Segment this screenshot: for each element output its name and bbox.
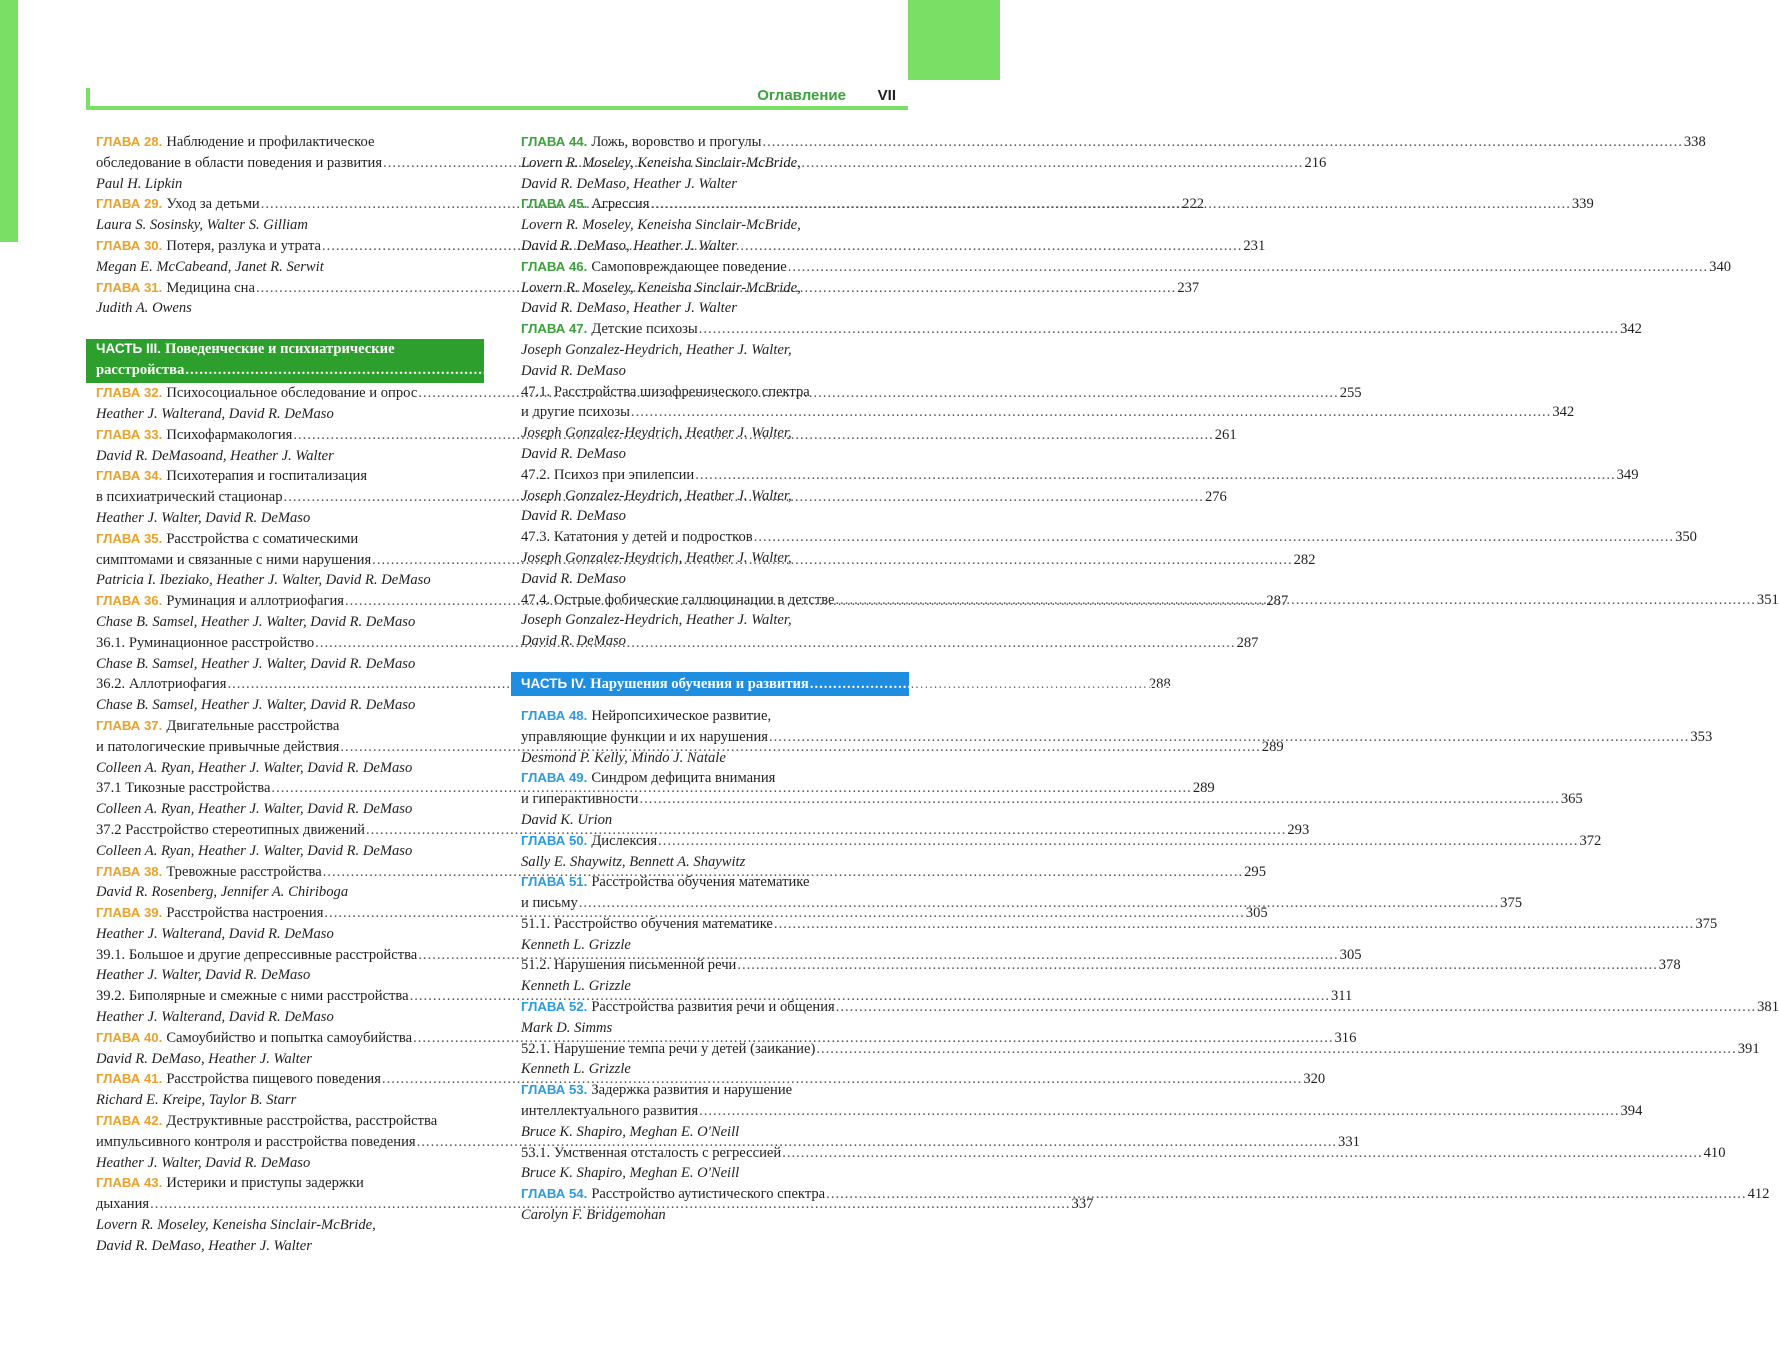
toc-chapter-entry xyxy=(96,1173,474,1194)
entry-text: Задержка развития и нарушение xyxy=(591,1082,793,1099)
entry-text: 37.1 Тикозные расстройства xyxy=(96,780,271,797)
page-ref: 350 xyxy=(1675,529,1697,546)
entry-title xyxy=(96,1194,149,1215)
page-ref: 305 xyxy=(1245,905,1268,922)
entry-authors: Heather J. Walterand, David R. DeMaso xyxy=(96,1009,334,1026)
entry-title xyxy=(521,402,630,423)
page-ref: 349 xyxy=(1616,466,1639,483)
page-ref: 372 xyxy=(1579,832,1602,849)
entry-authors: David R. DeMaso xyxy=(521,570,626,587)
toc-entry xyxy=(521,382,899,403)
entry-text: Детские психозы xyxy=(591,321,698,338)
entry-title xyxy=(521,1101,698,1122)
spacer xyxy=(521,696,899,706)
page-ref: 316 xyxy=(1334,1029,1357,1046)
entry-text: Наблюдение и профилактическое xyxy=(166,134,375,150)
entry-text: 51.2. Нарушения письменной речи xyxy=(521,957,737,974)
entry-text: Нейропсихическое развитие, xyxy=(591,707,772,724)
entry-authors: Richard E. Kreipe, Taylor B. Starr xyxy=(96,1092,297,1109)
entry-text: и другие психозы xyxy=(521,404,630,421)
entry-authors: David R. Rosenberg, Jennifer A. Chiriboga xyxy=(96,884,349,901)
entry-text: 36.1. Руминационное расстройство xyxy=(96,634,315,651)
page-ref: 378 xyxy=(1658,957,1681,974)
entry-authors: Laura S. Sosinsky, Walter S. Gilliam xyxy=(96,217,308,234)
chapter-label: ГЛАВА 51. xyxy=(521,874,588,890)
entry-authors: Colleen A. Ryan, Heather J. Walter, David R. DeMaso xyxy=(96,842,413,859)
entry-text: Уход за детьми xyxy=(166,196,260,213)
entry-title xyxy=(96,862,322,883)
entry-title xyxy=(521,872,809,893)
entry-authors: Lovern R. Moseley, Keneisha Sinclair-McBride, xyxy=(521,279,801,296)
entry-title xyxy=(96,778,270,799)
entry-text: Потеря, разлука и утрата xyxy=(166,237,321,254)
toc-entry[interactable] xyxy=(521,1143,1726,1164)
page-ref: 222 xyxy=(1182,196,1205,213)
chapter-label: ГЛАВА 42. xyxy=(96,1113,163,1129)
dot-leader xyxy=(781,1143,1703,1164)
chapter-label: ГЛАВА 53. xyxy=(521,1082,588,1098)
page-ref: 331 xyxy=(1338,1133,1360,1150)
entry-title xyxy=(96,1069,381,1090)
dot-leader xyxy=(768,727,1690,748)
entry-text: 47.3. Кататония у детей и подростков xyxy=(521,529,753,546)
page-ref: 255 xyxy=(1339,385,1362,402)
toc-entry[interactable] xyxy=(521,402,1575,423)
toc-chapter-entry xyxy=(96,529,474,550)
dot-leader xyxy=(698,319,1620,340)
entry-authors: Heather J. Walter, David R. DeMaso xyxy=(96,1154,311,1171)
dot-leader xyxy=(694,465,1616,486)
toc-chapter-entry xyxy=(521,1080,899,1101)
toc-entry[interactable] xyxy=(521,914,1718,935)
entry-text: Деструктивные расстройства, расстройства xyxy=(166,1113,438,1130)
entry-authors: Heather J. Walter, David R. DeMaso xyxy=(96,967,311,984)
part-label: ЧАСТЬ III. xyxy=(96,341,162,357)
entry-text: Самоповреждающее поведение xyxy=(591,258,787,275)
entry-title xyxy=(521,527,753,548)
entry-authors: Kenneth L. Grizzle xyxy=(521,1061,631,1078)
entry-title xyxy=(96,383,417,404)
entry-authors: David R. DeMaso xyxy=(521,362,626,379)
entry-title xyxy=(96,1111,437,1132)
entry-authors: Heather J. Walterand, David R. DeMaso xyxy=(96,405,334,422)
entry-text: и гиперактивности xyxy=(521,791,639,808)
entry-title xyxy=(521,319,698,340)
entry-text: Расстройства пищевого поведения xyxy=(166,1071,381,1088)
entry-text: Медицина сна xyxy=(166,279,255,296)
entry-title xyxy=(521,465,694,486)
entry-authors: David R. DeMaso, Heather J. Walter xyxy=(96,1237,312,1254)
entry-text: Расстройства развития речи и общения xyxy=(591,999,835,1016)
entry-authors: Lovern R. Moseley, Keneisha Sinclair-McBride, xyxy=(521,154,801,171)
entry-authors: David R. DeMaso, Heather J. Walter xyxy=(96,1050,312,1067)
entry-title xyxy=(96,236,321,257)
chapter-label: ГЛАВА 49. xyxy=(521,770,588,786)
dot-leader xyxy=(578,893,1500,914)
chapter-label: ГЛАВА 38. xyxy=(96,863,163,879)
page-ref: 353 xyxy=(1690,728,1713,745)
entry-text: Истерики и приступы задержки xyxy=(166,1175,364,1192)
page-ref: 353 xyxy=(1731,675,1754,692)
entry-title xyxy=(521,727,768,748)
chapter-label: ГЛАВА 30. xyxy=(96,237,163,253)
entry-title xyxy=(96,1132,416,1153)
entry-title xyxy=(96,737,339,758)
chapter-label: ГЛАВА 31. xyxy=(96,279,163,295)
chapter-label: ГЛАВА 47. xyxy=(521,321,588,337)
page-ref: 276 xyxy=(1204,489,1227,506)
toc-entry[interactable] xyxy=(521,1101,1643,1122)
entry-text: 39.1. Большое и другие депрессивные расстройства xyxy=(96,946,418,963)
entry-authors: Kenneth L. Grizzle xyxy=(521,978,631,995)
entry-authors: Bruce K. Shapiro, Meghan E. O'Neill xyxy=(521,1123,740,1140)
running-header-title: Оглавление xyxy=(757,87,846,104)
entry-title xyxy=(521,768,775,789)
entry-text: дыхания xyxy=(96,1196,150,1213)
page-ref: 282 xyxy=(1293,551,1316,568)
page-ref: 288 xyxy=(1148,676,1171,693)
entry-title xyxy=(521,955,736,976)
chapter-label: ГЛАВА 48. xyxy=(521,707,588,723)
entry-text: 36.2. Аллотриофагия xyxy=(96,676,227,693)
entry-text: симптомами и связанные с ними нарушения xyxy=(96,551,372,568)
part-title xyxy=(96,339,395,360)
entry-text: Расстройства с соматическими xyxy=(166,530,359,547)
page-ref: 320 xyxy=(1303,1071,1326,1088)
entry-text: 39.2. Биполярные и смежные с ними расстройства xyxy=(96,988,409,1005)
page-ref: 394 xyxy=(1620,1103,1643,1120)
dot-leader xyxy=(809,672,1731,696)
entry-authors: Colleen A. Ryan, Heather J. Walter, David R. DeMaso xyxy=(96,759,413,776)
entry-text: Двигательные расстройства xyxy=(166,717,340,734)
entry-authors: Kenneth L. Grizzle xyxy=(521,936,631,953)
page-ref: 305 xyxy=(1339,946,1362,963)
entry-title xyxy=(521,789,638,810)
part-text: расстройства xyxy=(96,361,185,378)
spacer xyxy=(96,319,474,339)
entry-authors: Chase B. Samsel, Heather J. Walter, David R. DeMaso xyxy=(96,697,416,714)
entry-title xyxy=(96,132,374,153)
entry-title xyxy=(96,1173,364,1194)
entry-text: 51.1. Расстройство обучения математике xyxy=(521,915,773,932)
dot-leader xyxy=(638,789,1560,810)
chapter-label: ГЛАВА 36. xyxy=(96,593,163,609)
entry-title xyxy=(96,529,358,550)
entry-authors: Lovern R. Moseley, Keneisha Sinclair-McBride, xyxy=(521,217,801,234)
entry-text: Синдром дефицита внимания xyxy=(591,770,776,787)
dot-leader xyxy=(761,132,1683,153)
dot-leader xyxy=(835,590,1757,611)
entry-authors: David R. DeMaso, Heather J. Walter xyxy=(521,175,737,192)
entry-title xyxy=(96,487,283,508)
entry-title xyxy=(521,194,649,215)
entry-authors: Judith A. Owens xyxy=(96,300,192,317)
entry-text: импульсивного контроля и расстройства поведения xyxy=(96,1133,416,1150)
page-ref: 338 xyxy=(1683,134,1706,150)
entry-title xyxy=(521,893,578,914)
chapter-label: ГЛАВА 37. xyxy=(96,717,163,733)
entry-authors: Carolyn F. Bridgemohan xyxy=(521,1207,666,1224)
entry-text: обследование в области поведения и развития xyxy=(96,154,383,171)
toc-chapter-entry[interactable] xyxy=(521,257,1732,278)
dot-leader xyxy=(825,1184,1747,1205)
entry-authors: David R. DeMaso xyxy=(521,633,626,650)
chapter-label: ГЛАВА 46. xyxy=(521,258,588,274)
entry-title xyxy=(521,997,835,1018)
entry-title xyxy=(96,194,260,215)
entry-title xyxy=(96,716,339,737)
chapter-label: ГЛАВА 52. xyxy=(521,999,588,1015)
chapter-label: ГЛАВА 54. xyxy=(521,1186,588,1202)
page-ref: 261 xyxy=(1214,426,1237,443)
entry-authors: Joseph Gonzalez-Heydrich, Heather J. Walter, xyxy=(521,425,792,442)
entry-text: интеллектуального развития xyxy=(521,1103,699,1120)
chapter-label: ГЛАВА 35. xyxy=(96,530,163,546)
entry-title xyxy=(96,466,367,487)
entry-title xyxy=(96,633,314,654)
dot-leader xyxy=(736,955,1658,976)
part-label: ЧАСТЬ IV. xyxy=(521,675,587,691)
entry-text: и патологические привычные действия xyxy=(96,738,340,755)
entry-authors: David K. Urion xyxy=(521,811,613,828)
entry-authors: David R. DeMaso, Heather J. Walter xyxy=(521,300,737,317)
page-ref: 287 xyxy=(1236,634,1259,651)
entry-title xyxy=(521,1143,781,1164)
toc-chapter-entry xyxy=(96,466,474,487)
entry-text: Агрессия xyxy=(591,196,650,213)
chapter-label: ГЛАВА 44. xyxy=(521,134,588,149)
page-ref: 231 xyxy=(1243,237,1266,254)
entry-authors: Mark D. Simms xyxy=(521,1019,613,1036)
toc-chapter-entry xyxy=(96,1111,474,1132)
dot-leader xyxy=(815,1039,1737,1060)
toc-chapter-entry[interactable] xyxy=(521,132,1706,153)
entry-title xyxy=(96,278,255,299)
entry-title xyxy=(96,1028,412,1049)
page-ref: 293 xyxy=(1287,821,1310,838)
entry-text: Дислексия xyxy=(591,832,658,849)
entry-title xyxy=(96,820,365,841)
page-ref: 337 xyxy=(1071,1196,1094,1213)
entry-text: Ложь, воровство и прогулы xyxy=(591,134,762,150)
dot-leader xyxy=(630,402,1552,423)
entry-authors: Chase B. Samsel, Heather J. Walter, David R. DeMaso xyxy=(96,613,416,630)
chapter-label: ГЛАВА 28. xyxy=(96,134,163,149)
entry-authors: David R. DeMaso, Heather J. Walter xyxy=(521,237,737,254)
entry-authors: Paul H. Lipkin xyxy=(96,175,183,192)
entry-title xyxy=(96,425,292,446)
entry-text: 47.4. Острые фобические галлюцинации в детстве xyxy=(521,591,835,608)
entry-title xyxy=(96,591,344,612)
dot-leader xyxy=(773,914,1695,935)
part-text: Поведенческие и психиатрические xyxy=(165,341,395,358)
entry-authors: Colleen A. Ryan, Heather J. Walter, David R. DeMaso xyxy=(96,801,413,818)
part-text: Нарушения обучения и развития xyxy=(590,675,809,692)
entry-title xyxy=(96,945,417,966)
entry-authors: Joseph Gonzalez-Heydrich, Heather J. Walter, xyxy=(521,341,792,358)
page-ref: 365 xyxy=(1560,791,1583,808)
part-title xyxy=(521,672,809,696)
page-ref: 255 xyxy=(1106,361,1129,378)
chapter-label: ГЛАВА 45. xyxy=(521,196,588,212)
entry-text: Тревожные расстройства xyxy=(166,863,322,880)
entry-text: 37.2 Расстройство стереотипных движений xyxy=(96,821,365,838)
page-ref: 311 xyxy=(1331,988,1353,1005)
dot-leader xyxy=(698,1101,1620,1122)
entry-title xyxy=(521,132,761,153)
entry-authors: Heather J. Walter, David R. DeMaso xyxy=(96,509,311,526)
page-ref: 237 xyxy=(1177,279,1200,296)
page-ref: 342 xyxy=(1620,321,1642,338)
chapter-label: ГЛАВА 33. xyxy=(96,426,163,442)
toc-entry[interactable] xyxy=(521,465,1639,486)
entry-text: 53.1. Умственная отсталость с регрессией xyxy=(521,1144,782,1161)
page-ref: 287 xyxy=(1266,593,1289,610)
entry-text: Психотерапия и госпитализация xyxy=(166,468,368,485)
entry-authors: Heather J. Walterand, David R. DeMaso xyxy=(96,925,334,942)
dot-leader xyxy=(657,831,1579,852)
entry-text: в психиатрический стационар xyxy=(96,489,283,506)
toc-chapter-entry[interactable] xyxy=(521,319,1642,340)
toc-entry[interactable] xyxy=(521,527,1697,548)
chapter-label: ГЛАВА 32. xyxy=(96,385,163,401)
toc-chapter-entry xyxy=(96,716,474,737)
page-ref: 289 xyxy=(1192,780,1215,797)
entry-text: Психосоциальное обследование и опрос xyxy=(166,385,418,402)
entry-title xyxy=(96,674,226,695)
toc-chapter-entry xyxy=(96,132,474,153)
entry-title xyxy=(521,831,657,852)
entry-title xyxy=(521,382,810,403)
entry-text: Расстройство аутистического спектра xyxy=(591,1186,826,1203)
green-corner-block xyxy=(908,0,1000,80)
entry-title xyxy=(96,986,409,1007)
entry-authors: David R. DeMaso xyxy=(521,445,626,462)
page-ref: 351 xyxy=(1756,591,1779,608)
entry-text: Руминация и аллотриофагия xyxy=(166,593,344,610)
entry-text: и письму xyxy=(521,895,578,912)
chapter-label: ГЛАВА 50. xyxy=(521,832,588,848)
toc-entry[interactable] xyxy=(521,1039,1760,1060)
page-ref: 375 xyxy=(1500,895,1523,912)
green-edge-bar xyxy=(0,0,18,242)
entry-authors: Megan E. McCabeand, Janet R. Serwit xyxy=(96,258,324,275)
chapter-label: ГЛАВА 40. xyxy=(96,1029,163,1045)
part-line xyxy=(96,339,474,360)
entry-title xyxy=(96,153,382,174)
entry-authors: Desmond P. Kelly, Mindo J. Natale xyxy=(521,749,726,766)
entry-authors: Patricia I. Ibeziako, Heather J. Walter, David R. DeMaso xyxy=(96,572,431,589)
entry-title xyxy=(521,1184,825,1205)
entry-text: 47.2. Психоз при эпилепсии xyxy=(521,466,695,483)
toc-chapter-entry xyxy=(521,872,899,893)
entry-authors: Joseph Gonzalez-Heydrich, Heather J. Walter, xyxy=(521,549,792,566)
chapter-label: ГЛАВА 41. xyxy=(96,1071,163,1087)
toc-entry[interactable] xyxy=(521,955,1681,976)
entry-title xyxy=(521,590,835,611)
dot-leader xyxy=(835,997,1757,1018)
dot-leader xyxy=(753,527,1675,548)
entry-text: Расстройства обучения математике xyxy=(591,874,810,891)
entry-authors: Bruce K. Shapiro, Meghan E. O'Neill xyxy=(521,1165,740,1182)
chapter-label: ГЛАВА 34. xyxy=(96,468,163,484)
entry-authors: Sally E. Shaywitz, Bennett A. Shaywitz xyxy=(521,853,746,870)
entry-title xyxy=(521,257,787,278)
toc-chapter-entry xyxy=(521,706,899,727)
entry-title xyxy=(521,914,773,935)
entry-text: Расстройства настроения xyxy=(166,905,324,922)
entry-text: 52.1. Нарушение темпа речи у детей (заикание) xyxy=(521,1040,816,1057)
page-ref: 339 xyxy=(1571,196,1594,213)
entry-text: управляющие функции и их нарушения xyxy=(521,728,768,745)
entry-title xyxy=(521,1080,792,1101)
toc-chapter-entry[interactable] xyxy=(521,831,1602,852)
entry-authors: Chase B. Samsel, Heather J. Walter, David R. DeMaso xyxy=(96,655,416,672)
chapter-label: ГЛАВА 43. xyxy=(96,1175,163,1191)
entry-title xyxy=(521,1039,815,1060)
entry-title xyxy=(521,706,771,727)
dot-leader xyxy=(787,257,1709,278)
page-ref: 295 xyxy=(1244,863,1266,880)
page-ref: 410 xyxy=(1703,1144,1726,1161)
entry-authors: David R. DeMasoand, Heather J. Walter xyxy=(96,447,334,464)
entry-text: Самоубийство и попытка самоубийства xyxy=(166,1029,413,1046)
spacer xyxy=(521,652,899,672)
entry-authors: Joseph Gonzalez-Heydrich, Heather J. Walter, xyxy=(521,612,792,629)
toc-chapter-entry[interactable] xyxy=(521,997,1779,1018)
page-ref: 216 xyxy=(1304,154,1327,171)
page-ref: 412 xyxy=(1747,1186,1770,1203)
page-ref: 340 xyxy=(1709,258,1732,275)
entry-authors: David R. DeMaso xyxy=(521,508,626,525)
page-ref: 342 xyxy=(1552,404,1575,421)
entry-title xyxy=(96,903,323,924)
toc-chapter-entry xyxy=(521,768,899,789)
page-ref: 391 xyxy=(1737,1040,1760,1057)
toc-entry[interactable] xyxy=(521,789,1583,810)
chapter-label: ГЛАВА 29. xyxy=(96,196,163,212)
dot-leader xyxy=(649,194,1571,215)
page-ref: 381 xyxy=(1757,999,1779,1016)
entry-authors: Lovern R. Moseley, Keneisha Sinclair-McBride, xyxy=(96,1217,376,1234)
entry-text: 47.1. Расстройства шизофренического спектра xyxy=(521,383,810,400)
entry-authors: Joseph Gonzalez-Heydrich, Heather J. Walter, xyxy=(521,487,792,504)
entry-text: Психофармакология xyxy=(166,426,293,443)
page-ref: 375 xyxy=(1695,915,1718,932)
header-rule xyxy=(86,106,908,110)
entry-title xyxy=(96,550,371,571)
chapter-label: ГЛАВА 39. xyxy=(96,905,163,921)
page-ref: 289 xyxy=(1261,738,1284,755)
page-number: VII xyxy=(877,87,896,104)
